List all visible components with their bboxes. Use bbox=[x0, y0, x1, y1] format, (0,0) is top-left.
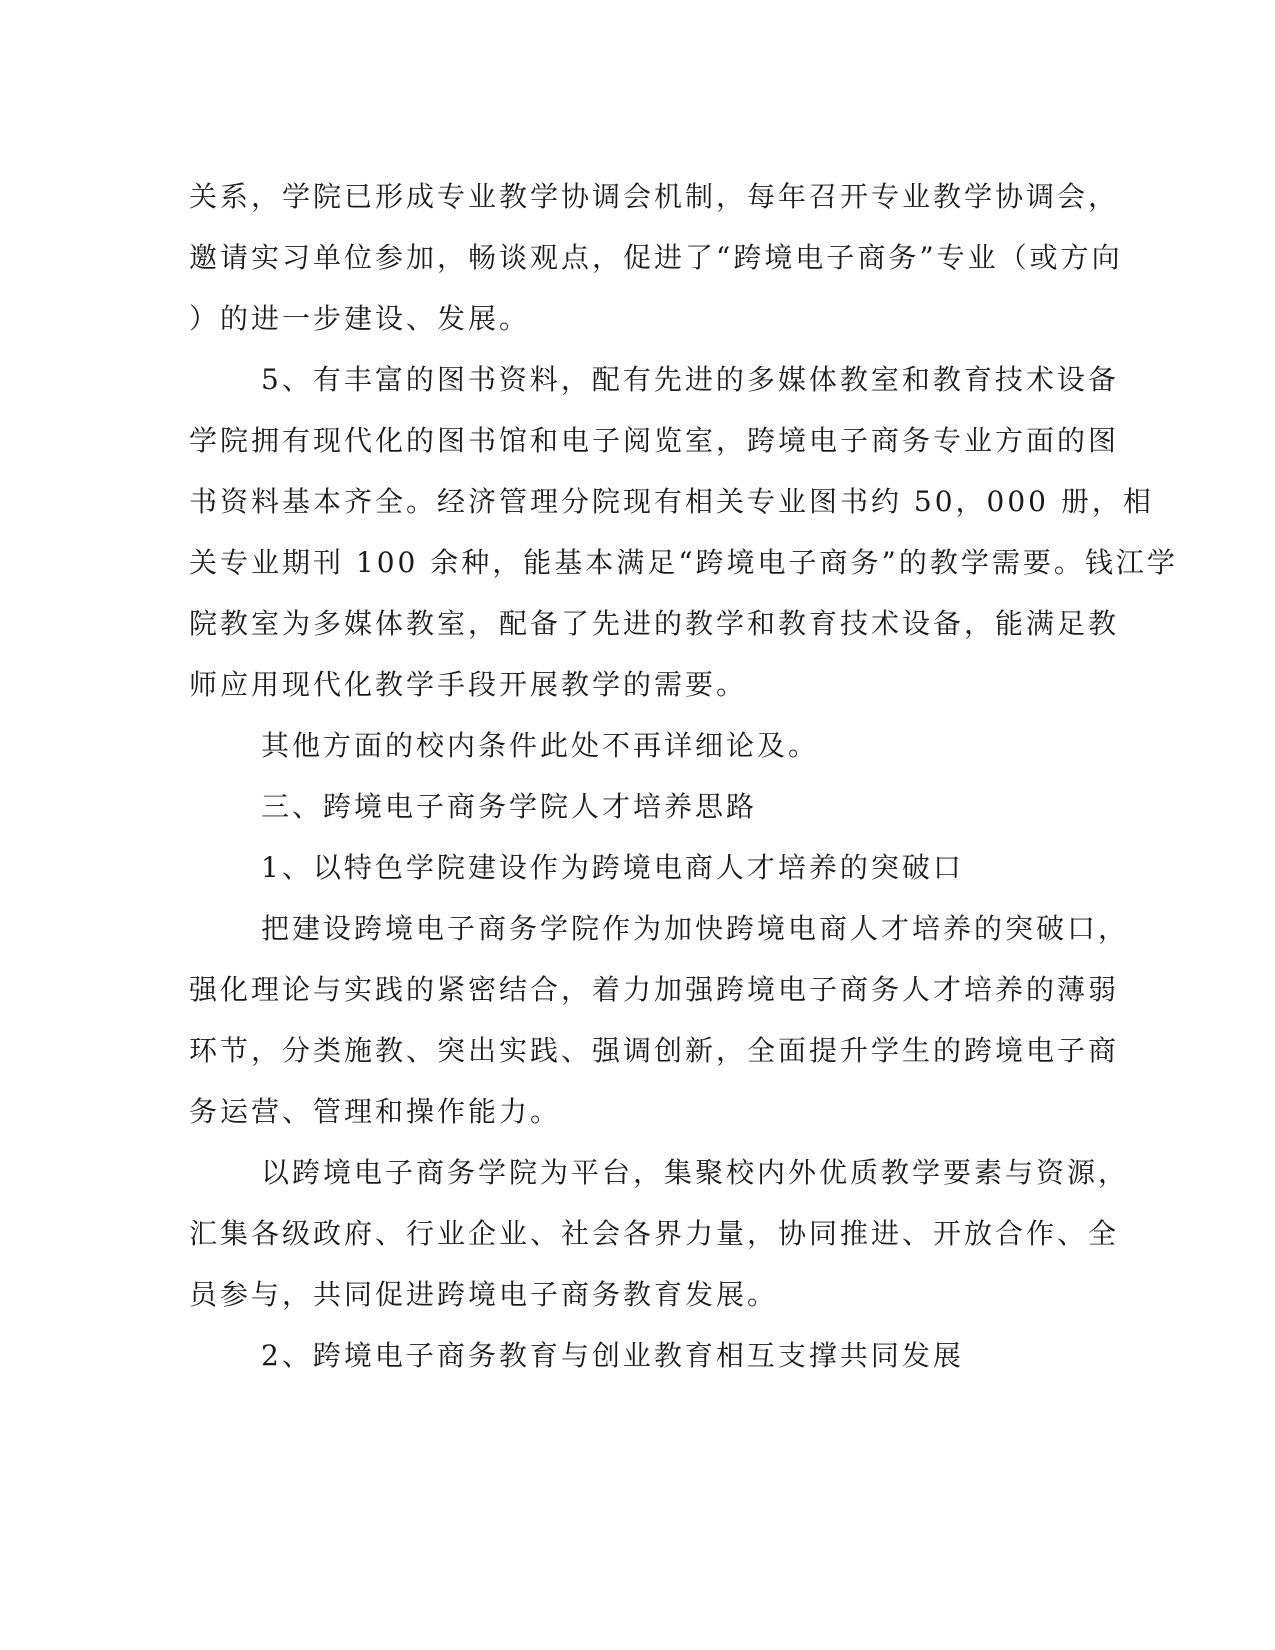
paragraph-start: 以跨境电子商务学院为平台，集聚校内外优质教学要素与资源， bbox=[261, 1156, 1130, 1189]
body-line: 学院拥有现代化的图书馆和电子阅览室，跨境电子商务专业方面的图 bbox=[189, 424, 1120, 457]
body-line: 汇集各级政府、行业企业、社会各界力量，协同推进、开放合作、全 bbox=[189, 1217, 1120, 1250]
body-line: 环节，分类施教、突出实践、强调创新，全面提升学生的跨境电子商 bbox=[189, 1034, 1120, 1067]
body-line: 强化理论与实践的紧密结合，着力加强跨境电子商务人才培养的薄弱 bbox=[189, 973, 1120, 1006]
body-line: 关系，学院已形成专业教学协调会机制，每年召开专业教学协调会， bbox=[189, 180, 1120, 213]
body-line: 关专业期刊 100 余种，能基本满足“跨境电子商务”的教学需要。钱江学 bbox=[189, 546, 1178, 579]
list-item-heading: 5、有丰富的图书资料，配有先进的多媒体教室和教育技术设备 bbox=[261, 363, 1119, 396]
paragraph-start: 把建设跨境电子商务学院作为加快跨境电商人才培养的突破口， bbox=[261, 912, 1130, 945]
body-line: 务运营、管理和操作能力。 bbox=[189, 1095, 562, 1128]
list-item-heading: 2、跨境电子商务教育与创业教育相互支撑共同发展 bbox=[261, 1339, 964, 1372]
body-line: 员参与，共同促进跨境电子商务教育发展。 bbox=[189, 1278, 779, 1311]
document-body bbox=[189, 166, 1178, 1386]
paragraph-start: 其他方面的校内条件此处不再详细论及。 bbox=[261, 729, 820, 762]
list-item-heading: 1、以特色学院建设作为跨境电商人才培养的突破口 bbox=[261, 851, 964, 884]
body-line: 院教室为多媒体教室，配备了先进的教学和教育技术设备，能满足教 bbox=[189, 607, 1120, 640]
body-line: 书资料基本齐全。经济管理分院现有相关专业图书约 50，000 册，相 bbox=[189, 485, 1154, 518]
body-line: ）的进一步建设、发展。 bbox=[189, 302, 531, 335]
section-heading: 三、跨境电子商务学院人才培养思路 bbox=[261, 790, 758, 823]
body-line: 邀请实习单位参加，畅谈观点，促进了“跨境电子商务”专业（或方向 bbox=[189, 241, 1123, 274]
body-line: 师应用现代化教学手段开展教学的需要。 bbox=[189, 668, 748, 701]
